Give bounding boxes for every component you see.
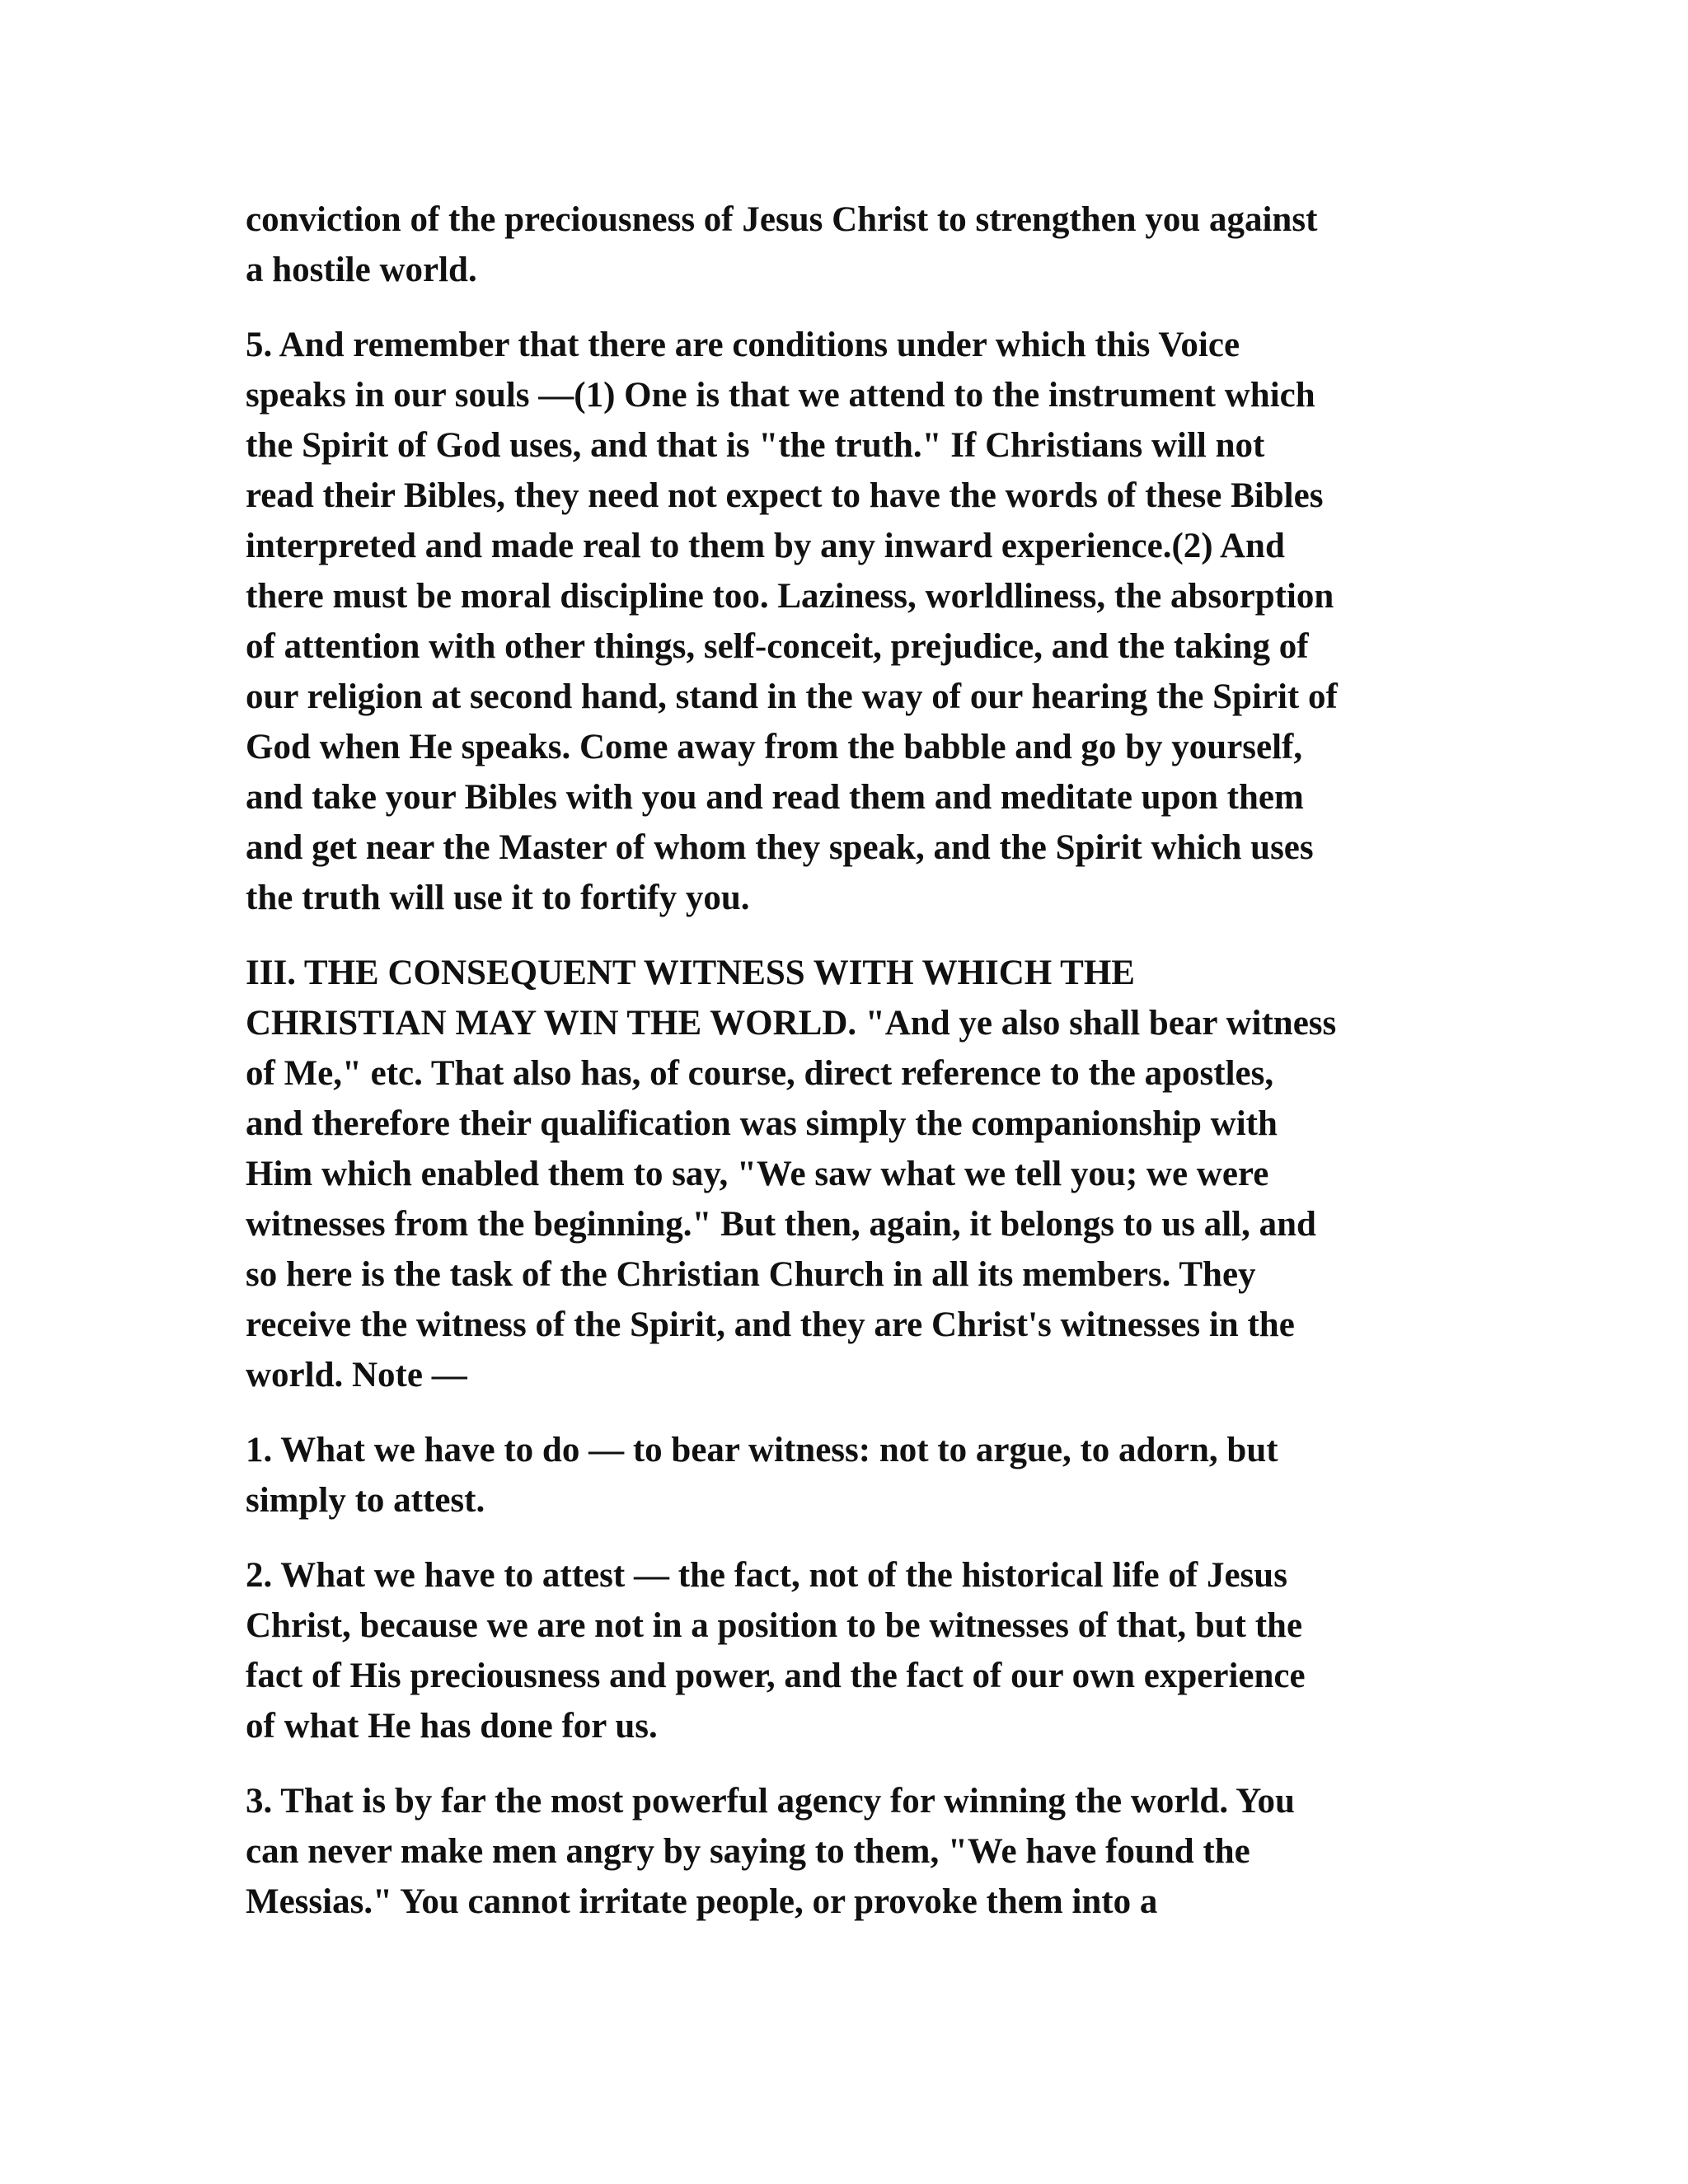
- text-line: and therefore their qualification was simply the companionship with: [246, 1104, 1278, 1143]
- text-line: the Spirit of God uses, and that is "the truth." If Christians will not: [246, 426, 1265, 465]
- text-line: interpreted and made real to them by any inward experience.(2) And: [246, 527, 1285, 565]
- paragraph-point-2: [246, 1550, 1441, 1751]
- text-line: our religion at second hand, stand in the way of our hearing the Spirit of: [246, 677, 1338, 716]
- text-line: 3. That is by far the most powerful agency for winning the world. You: [246, 1782, 1295, 1821]
- paragraph-continuation: [246, 194, 1441, 295]
- text-line: read their Bibles, they need not expect to have the words of these Bibles: [246, 476, 1324, 515]
- text-line: of what He has done for us.: [246, 1707, 658, 1746]
- text-column: [246, 194, 1441, 1952]
- text-line: a hostile world.: [246, 251, 477, 289]
- text-line: fact of His preciousness and power, and the fact of our own experience: [246, 1657, 1306, 1695]
- text-line: so here is the task of the Christian Church in all its members. They: [246, 1255, 1256, 1294]
- paragraph-section-iii: [246, 948, 1441, 1400]
- text-line: and get near the Master of whom they speak, and the Spirit which uses: [246, 828, 1314, 867]
- text-line: can never make men angry by saying to them, "We have found the: [246, 1832, 1250, 1871]
- text-line: simply to attest.: [246, 1481, 485, 1520]
- text-line: Him which enabled them to say, "We saw what we tell you; we were: [246, 1155, 1269, 1193]
- text-line: Messias." You cannot irritate people, or provoke them into a: [246, 1882, 1158, 1921]
- text-line: CHRISTIAN MAY WIN THE WORLD. "And ye also shall bear witness: [246, 1004, 1337, 1043]
- paragraph-point-5: [246, 320, 1441, 923]
- text-line: 1. What we have to do — to bear witness: not to argue, to adorn, but: [246, 1431, 1278, 1469]
- text-line: speaks in our souls —(1) One is that we attend to the instrument which: [246, 376, 1315, 415]
- text-line: there must be moral discipline too. Laziness, worldliness, the absorption: [246, 577, 1334, 616]
- text-line: the truth will use it to fortify you.: [246, 879, 750, 917]
- paragraph-point-1: [246, 1425, 1441, 1526]
- text-line: world. Note —: [246, 1356, 467, 1394]
- text-line: conviction of the preciousness of Jesus Christ to strengthen you against: [246, 200, 1318, 239]
- text-line: and take your Bibles with you and read them and meditate upon them: [246, 778, 1304, 817]
- text-line: of Me," etc. That also has, of course, direct reference to the apostles,: [246, 1054, 1274, 1093]
- text-line: 2. What we have to attest — the fact, not of the historical life of Jesus: [246, 1556, 1287, 1595]
- text-line: witnesses from the beginning." But then, again, it belongs to us all, and: [246, 1205, 1316, 1244]
- text-line: God when He speaks. Come away from the babble and go by yourself,: [246, 728, 1303, 766]
- text-line: 5. And remember that there are conditions under which this Voice: [246, 326, 1240, 364]
- text-line: Christ, because we are not in a position to be witnesses of that, but the: [246, 1606, 1303, 1645]
- text-line: of attention with other things, self-conceit, prejudice, and the taking of: [246, 627, 1309, 666]
- text-line: III. THE CONSEQUENT WITNESS WITH WHICH THE: [246, 954, 1135, 992]
- paragraph-point-3: [246, 1776, 1441, 1927]
- text-line: receive the witness of the Spirit, and they are Christ's witnesses in the: [246, 1305, 1295, 1344]
